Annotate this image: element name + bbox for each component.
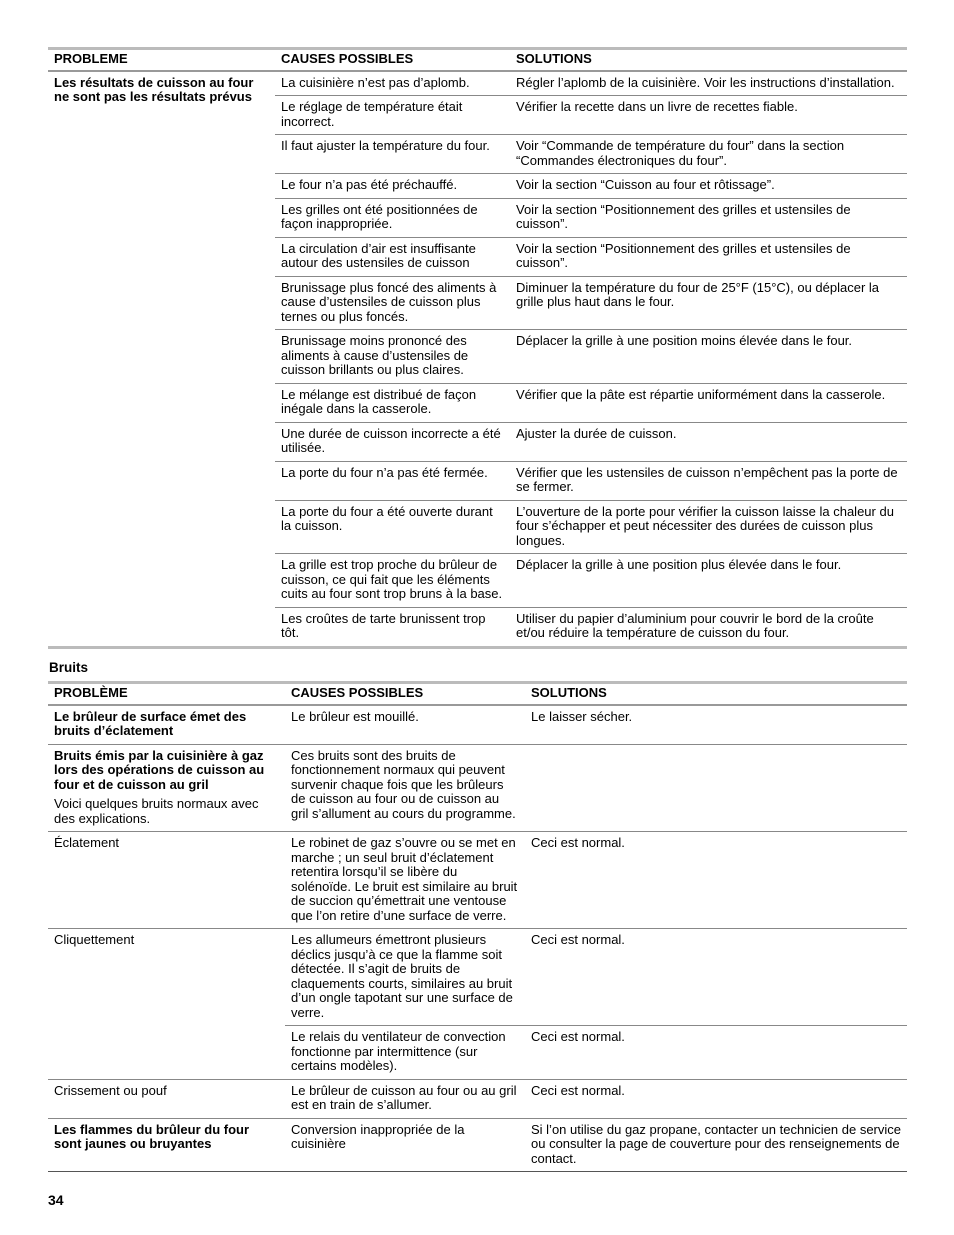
solution-cell: Vérifier que la pâte est répartie uniformément dans la casserole.: [510, 383, 907, 422]
table-row: [48, 607, 907, 647]
solution-cell: Si l’on utilise du gaz propane, contacter un technicien de service ou consulter la page de couverture pour des renseignements de contact.: [525, 1118, 907, 1172]
cause-cell: Le relais du ventilateur de convection fonctionne par intermittence (sur certains modèles).: [285, 1026, 525, 1080]
cause-cell: Le réglage de température était incorrect.: [275, 96, 510, 135]
cause-cell: Les grilles ont été positionnées de façon inappropriée.: [275, 198, 510, 237]
solution-cell: Voir la section “Positionnement des grilles et ustensiles de cuisson”.: [510, 198, 907, 237]
cause-cell: Brunissage plus foncé des aliments à cause d’ustensiles de cuisson plus ternes ou plus foncés.: [275, 276, 510, 330]
solution-cell: L’ouverture de la porte pour vérifier la cuisson laisse la chaleur du four s’échapper et peut nécessiter des durées de cuisson plus longues.: [510, 500, 907, 554]
solution-cell: Ceci est normal.: [525, 1079, 907, 1118]
cause-cell: La grille est trop proche du brûleur de cuisson, ce qui fait que les éléments cuits au four sont trop bruns à la base.: [275, 554, 510, 608]
solution-cell: Ajuster la durée de cuisson.: [510, 422, 907, 461]
solution-cell: Régler l’aplomb de la cuisinière. Voir les instructions d’installation.: [510, 71, 907, 96]
table-header-row: [48, 683, 907, 705]
solution-cell: Voir la section “Cuisson au four et rôtissage”.: [510, 174, 907, 199]
cause-cell: Brunissage moins prononcé des aliments à cause d’ustensiles de cuisson brillants ou plus claires.: [275, 330, 510, 384]
table-row: [48, 71, 907, 96]
cause-cell: Les allumeurs émettront plusieurs déclics jusqu’à ce que la flamme soit détectée. Il s’agit de bruits de claquements courts, similaires au bruit d’un ongle tapotant sur une surface de verre.: [285, 929, 525, 1026]
cause-cell: La circulation d’air est insuffisante autour des ustensiles de cuisson: [275, 237, 510, 276]
solution-cell: Utiliser du papier d’aluminium pour couvrir le bord de la croûte et/ou réduire la température de cuisson du four.: [510, 607, 907, 647]
cause-cell: Le mélange est distribué de façon inégale dans la casserole.: [275, 383, 510, 422]
table-row: [48, 929, 907, 1026]
solution-cell: Le laisser sécher.: [525, 705, 907, 745]
cause-cell: Conversion inappropriée de la cuisinière: [285, 1118, 525, 1172]
cause-cell: La porte du four n’a pas été fermée.: [275, 461, 510, 500]
header-problem: PROBLÈME: [54, 685, 128, 700]
header-causes: CAUSES POSSIBLES: [281, 51, 414, 66]
table-row: [48, 1118, 907, 1172]
cause-cell: Une durée de cuisson incorrecte a été utilisée.: [275, 422, 510, 461]
problem-cell: Cliquettement: [48, 929, 285, 1080]
problem-cell: Les résultats de cuisson au four ne sont pas les résultats prévus: [54, 74, 254, 104]
noise-table: [48, 681, 907, 1172]
cause-cell: La porte du four a été ouverte durant la cuisson.: [275, 500, 510, 554]
cause-cell: Le robinet de gaz s’ouvre ou se met en marche ; un seul bruit d’éclatement retentira lorsqu’il se libère du solénoïde. Le bruit est similaire au bruit de succion qu’émettrait une ventouse que l’on retire d’une surface de verre.: [285, 832, 525, 929]
solution-cell: Ceci est normal.: [525, 929, 907, 1026]
problem-note: Voici quelques bruits normaux avec des explications.: [54, 796, 259, 826]
problem-cell: Crissement ou pouf: [48, 1079, 285, 1118]
problem-cell: Éclatement: [48, 832, 285, 929]
header-solutions: SOLUTIONS: [531, 685, 607, 700]
solution-cell: Ceci est normal.: [525, 832, 907, 929]
solution-cell: Déplacer la grille à une position moins élevée dans le four.: [510, 330, 907, 384]
table-row: [48, 705, 907, 745]
table-row: [48, 832, 907, 929]
cause-cell: Le four n’a pas été préchauffé.: [275, 174, 510, 199]
cause-cell: Le brûleur de cuisson au four ou au gril est en train de s’allumer.: [285, 1079, 525, 1118]
page-number: 34: [48, 1192, 64, 1208]
solution-cell: Voir la section “Positionnement des grilles et ustensiles de cuisson”.: [510, 237, 907, 276]
table-header-row: [48, 49, 907, 71]
cause-cell: Ces bruits sont des bruits de fonctionnement normaux qui peuvent survenir chaque fois que les brûleurs de cuisson au four ou de cuisson au gril s’allument au cours du programme.: [285, 744, 525, 832]
header-problem: PROBLEME: [54, 51, 128, 66]
section-title-bruits: Bruits: [49, 660, 89, 675]
solution-cell: Déplacer la grille à une position plus élevée dans le four.: [510, 554, 907, 608]
solution-cell: Diminuer la température du four de 25°F (15°C), ou déplacer la grille plus haut dans le four.: [510, 276, 907, 330]
problem-text: Bruits émis par la cuisinière à gaz lors des opérations de cuisson au four et de cuisson au gril: [54, 747, 265, 792]
oven-results-table: [48, 47, 907, 649]
header-causes: CAUSES POSSIBLES: [291, 685, 424, 700]
table-row: [48, 744, 907, 832]
header-solutions: SOLUTIONS: [516, 51, 592, 66]
solution-cell: [525, 744, 907, 832]
problem-cell: [48, 744, 285, 832]
cause-cell: Il faut ajuster la température du four.: [275, 135, 510, 174]
solution-cell: Vérifier la recette dans un livre de recettes fiable.: [510, 96, 907, 135]
solution-cell: Voir “Commande de température du four” dans la section “Commandes électroniques du four”.: [510, 135, 907, 174]
cause-cell: Le brûleur est mouillé.: [285, 705, 525, 745]
problem-cell: Les flammes du brûleur du four sont jaunes ou bruyantes: [48, 1118, 285, 1172]
cause-cell: Les croûtes de tarte brunissent trop tôt.: [275, 607, 510, 647]
solution-cell: Ceci est normal.: [525, 1026, 907, 1080]
solution-cell: Vérifier que les ustensiles de cuisson n’empêchent pas la porte de se fermer.: [510, 461, 907, 500]
cause-cell: La cuisinière n’est pas d’aplomb.: [275, 71, 510, 96]
table-row: [48, 1079, 907, 1118]
problem-cell: Le brûleur de surface émet des bruits d’éclatement: [48, 705, 285, 745]
